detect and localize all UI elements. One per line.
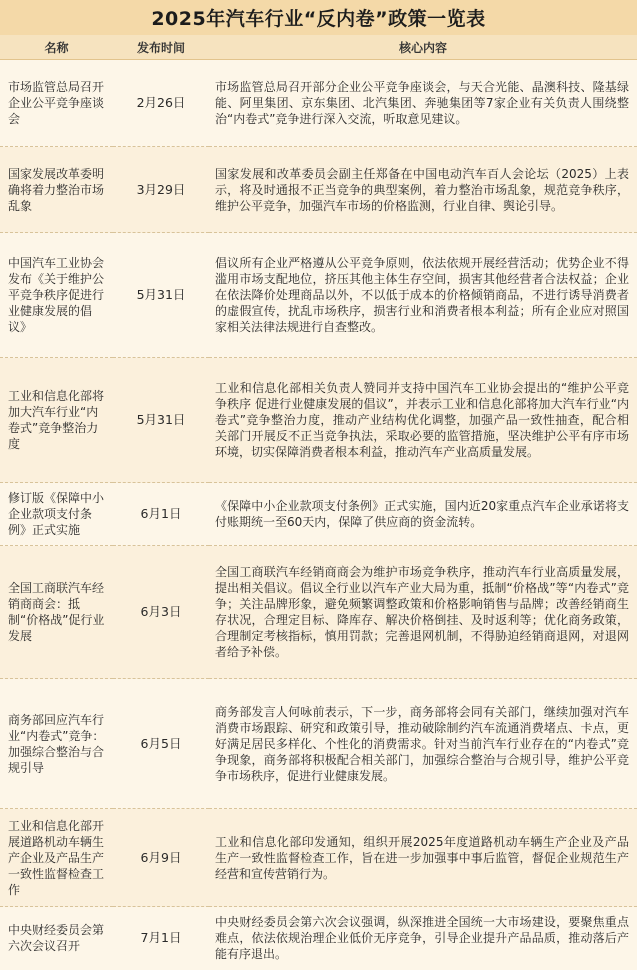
policy-content: 市场监管总局召开部分企业公平竞争座谈会，与天合光能、晶澳科技、隆基绿能、阿里集团、京东集团、北汽集团、奔驰集团等7家企业有关负责人围绕整治“内卷式”竞争进行深入交流，听取意见建议。 [209,60,637,147]
policy-date: 6月1日 [113,483,209,546]
table-body [0,60,637,970]
table-header [0,35,637,60]
table-row [0,233,637,358]
title-bar [0,0,637,36]
policy-content: 工业和信息化部相关负责人赞同并支持中国汽车工业协会提出的“维护公平竞争秩序 促进行业健康发展的倡议”，并表示工业和信息化部将加大汽车行业“内卷式”竞争整治力度，推动产业结构优化调整，加强产品一致性抽查，配合相关部门开展反不正当竞争执法，采取必要的监管措施，坚决维护公平有序市场环境，切实保障消费者根本利益，推动汽车产业高质量发展。 [209,358,637,483]
policy-date: 5月31日 [113,233,209,358]
policy-content: 倡议所有企业严格遵从公平竞争原则，依法依规开展经营活动；优势企业不得滥用市场支配地位，挤压其他主体生存空间，损害其他经营者合法权益；企业在依法降价处理商品以外，不以低于成本的价格倾销商品，不进行诱导消费者的虚假宣传，扰乱市场秩序，损害行业和消费者根本利益；所有企业应对照国家相关法律法规进行自查整改。 [209,233,637,358]
policy-name: 中国汽车工业协会发布《关于维护公平竞争秩序促进行业健康发展的倡议》 [0,233,113,358]
table-row [0,483,637,546]
table-row [0,907,637,970]
policy-name: 全国工商联汽车经销商商会：抵制“价格战”促行业发展 [0,546,113,679]
page-title: 2025年汽车行业“反内卷”政策一览表 [151,8,486,30]
policy-date: 2月26日 [113,60,209,147]
policy-content: 国家发展和改革委员会副主任郑备在中国电动汽车百人会论坛（2025）上表示，将及时通报不正当竞争的典型案例，着力整治市场乱象，规范竞争秩序，维护公平竞争，加强汽车市场的价格监测，行业自律、舆论引导。 [209,147,637,233]
table-row [0,546,637,679]
column-header-content: 核心内容 [209,35,637,60]
policy-name: 市场监管总局召开企业公平竞争座谈会 [0,60,113,147]
policy-date: 3月29日 [113,147,209,233]
table-row [0,147,637,233]
column-header-date: 发布时间 [113,35,209,60]
policy-name: 商务部回应汽车行业“内卷式”竞争：加强综合整治与合规引导 [0,679,113,809]
policy-name: 修订版《保障中小企业款项支付条例》正式实施 [0,483,113,546]
table-row [0,679,637,809]
header-row [0,35,637,60]
policy-date: 6月9日 [113,809,209,907]
policy-content: 工业和信息化部印发通知，组织开展2025年度道路机动车辆生产企业及产品生产一致性监督检查工作，旨在进一步加强事中事后监管，督促企业规范生产经营和宣传营销行为。 [209,809,637,907]
policy-content: 商务部发言人何咏前表示，下一步，商务部将会同有关部门，继续加强对汽车消费市场跟踪、研究和政策引导，推动破除制约汽车流通消费堵点、卡点，更好满足居民多样化、个性化的消费需求。针对当前汽车行业存在的“内卷式”竞争现象，商务部将积极配合相关部门，加强综合整治与合规引导，维护公平竞争市场秩序，促进行业健康发展。 [209,679,637,809]
policy-content: 《保障中小企业款项支付条例》正式实施，国内近20家重点汽车企业承诺将支付账期统一至60天内，保障了供应商的资金流转。 [209,483,637,546]
policy-table [0,35,637,970]
policy-date: 6月5日 [113,679,209,809]
table-row [0,358,637,483]
table-row [0,809,637,907]
policy-date: 7月1日 [113,907,209,970]
policy-name: 工业和信息化部开展道路机动车辆生产企业及产品生产一致性监督检查工作 [0,809,113,907]
policy-name: 工业和信息化部将加大汽车行业“内卷式”竞争整治力度 [0,358,113,483]
table-row [0,60,637,147]
policy-name: 中央财经委员会第六次会议召开 [0,907,113,970]
policy-date: 5月31日 [113,358,209,483]
policy-content: 全国工商联汽车经销商商会为维护市场竞争秩序，推动汽车行业高质量发展，提出相关倡议。倡议全行业以汽车产业大局为重，抵制“价格战”等“内卷式”竞争；关注品牌形象，避免频繁调整政策和价格影响销售与品牌；改善经销商生存状况，合理定目标、降库存、解决价格倒挂、及时返利等；优化商务政策，合理制定考核指标，慎用罚款；完善退网机制，不得胁迫经销商退网，对退网者给予补偿。 [209,546,637,679]
column-header-name: 名称 [0,35,113,60]
policy-name: 国家发展改革委明确将着力整治市场乱象 [0,147,113,233]
policy-content: 中央财经委员会第六次会议强调，纵深推进全国统一大市场建设，要聚焦重点难点，依法依规治理企业低价无序竞争，引导企业提升产品品质，推动落后产能有序退出。 [209,907,637,970]
policy-date: 6月3日 [113,546,209,679]
